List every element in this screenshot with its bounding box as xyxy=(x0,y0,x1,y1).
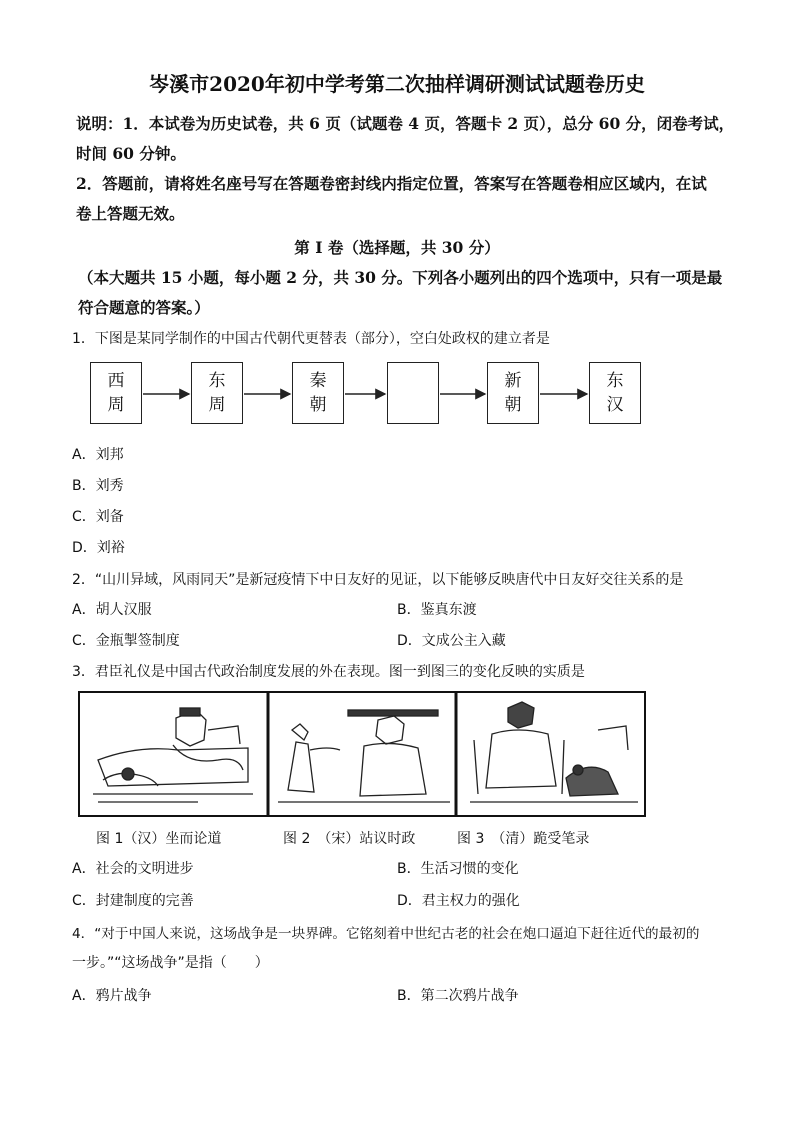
notes-line-4: 卷上答题无效。 xyxy=(76,204,185,223)
dynasty-box-dongzhou: 东 周 xyxy=(191,362,243,424)
q1-option-c: C．刘备 xyxy=(72,509,124,525)
q2-stem: 2．“山川异域，风雨同天”是新冠疫情下中日友好的见证，以下能够反映唐代中日友好交往关系的是 xyxy=(72,572,684,588)
q3-caption-2: 图 2 （宋）站议时政 xyxy=(283,831,416,847)
dynasty-arrows xyxy=(0,0,794,440)
q3-option-b: B．生活习惯的变化 xyxy=(397,861,519,877)
q1-option-b: B．刘秀 xyxy=(72,478,124,494)
section-instructions-2: 符合题意的答案。） xyxy=(78,298,210,317)
section-heading: 第 I 卷（选择题，共 30 分） xyxy=(294,238,500,257)
q2-option-b: B．鉴真东渡 xyxy=(397,602,477,618)
q3-caption-1: 图 1（汉）坐而论道 xyxy=(96,831,222,847)
q1-stem: 1．下图是某同学制作的中国古代朝代更替表（部分），空白处政权的建立者是 xyxy=(72,331,550,347)
q1-option-d: D．刘裕 xyxy=(72,540,125,556)
dynasty-box-donghan: 东 汉 xyxy=(589,362,641,424)
page-title: 岑溪市2020年初中学考第二次抽样调研测试试题卷历史 xyxy=(149,72,645,96)
q4-stem-line-1: 4．“对于中国人来说，这场战争是一块界碑。它铭刻着中世纪古老的社会在炮口逼迫下赶往近代的最初的 xyxy=(72,926,700,942)
notes-line-1: 说明：1．本试卷为历史试卷，共 6 页（试题卷 4 页，答题卡 2 页），总分 60 分，闭卷考试， xyxy=(76,114,735,133)
dynasty-box-xizhou: 西 周 xyxy=(90,362,142,424)
dynasty-box-xin: 新 朝 xyxy=(487,362,539,424)
notes-line-3: 2．答题前，请将姓名座号写在答题卷密封线内指定位置，答案写在答题卷相应区域内，在试 xyxy=(76,174,707,193)
q3-option-a: A．社会的文明进步 xyxy=(72,861,194,877)
court-etiquette-illustrations xyxy=(78,690,646,818)
q1-option-a: A．刘邦 xyxy=(72,447,124,463)
q4-option-a: A．鸦片战争 xyxy=(72,988,152,1004)
q3-stem: 3．君臣礼仪是中国古代政治制度发展的外在表现。图一到图三的变化反映的实质是 xyxy=(72,664,585,680)
q4-option-b: B．第二次鸦片战争 xyxy=(397,988,519,1004)
q2-option-c: C．金瓶掣签制度 xyxy=(72,633,180,649)
section-instructions-1: （本大题共 15 小题，每小题 2 分，共 30 分。下列各小题列出的四个选项中，只有一项是最 xyxy=(78,268,723,287)
notes-line-2: 时间 60 分钟。 xyxy=(76,144,186,163)
q3-caption-3: 图 3 （清）跪受笔录 xyxy=(457,831,590,847)
q4-stem-line-2: 一步。”“这场战争”是指（ ） xyxy=(72,955,269,971)
dynasty-box-qin: 秦 朝 xyxy=(292,362,344,424)
q2-option-d: D．文成公主入藏 xyxy=(397,633,506,649)
q3-option-c: C．封建制度的完善 xyxy=(72,893,194,909)
q2-option-a: A．胡人汉服 xyxy=(72,602,152,618)
q3-option-d: D．君主权力的强化 xyxy=(397,893,520,909)
